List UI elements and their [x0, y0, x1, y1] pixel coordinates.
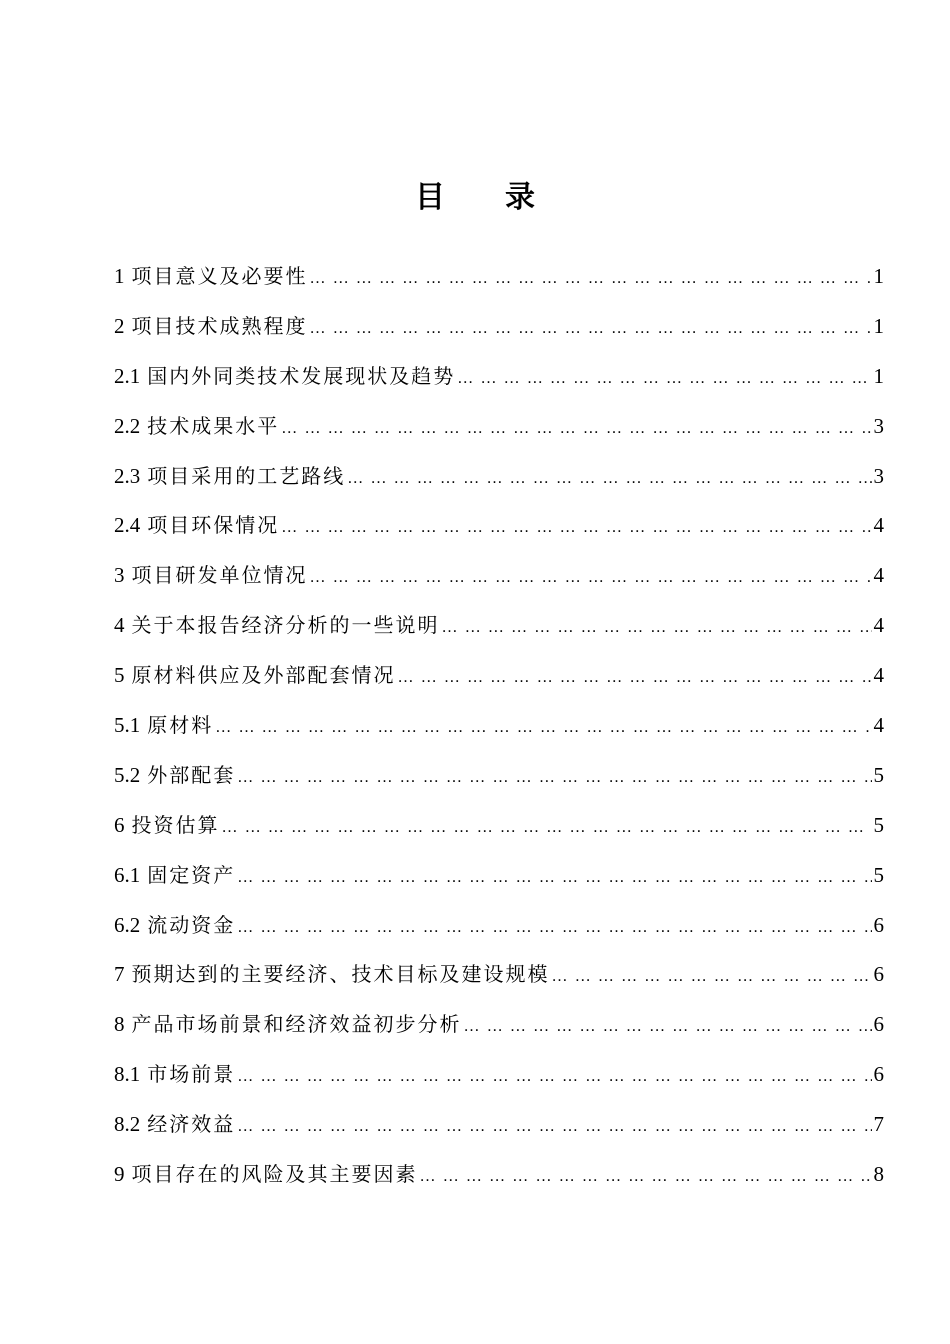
toc-entry[interactable] [114, 506, 884, 556]
toc-page-number: 6 [873, 962, 884, 987]
toc-title: 产品市场前景和经济效益初步分析 [131, 1012, 462, 1037]
toc-number: 8.2 [114, 1112, 141, 1137]
toc-title: 技术成果水平 [147, 413, 280, 438]
toc-number: 8 [114, 1012, 125, 1037]
toc-leader [222, 809, 872, 847]
toc-leader [215, 709, 871, 747]
toc-number: 6 [114, 812, 125, 837]
toc-number: 7 [114, 962, 125, 987]
toc-title: 预期达到的主要经济、技术目标及建设规模 [131, 962, 550, 987]
toc-entry[interactable] [114, 756, 884, 806]
toc-page-number: 4 [873, 663, 884, 688]
toc-entry[interactable] [114, 1105, 884, 1155]
toc-leader [310, 310, 872, 348]
toc-title: 国内外同类技术发展现状及趋势 [147, 363, 456, 388]
toc-page-number: 6 [873, 1012, 884, 1037]
toc-leader [281, 509, 871, 547]
table-of-contents [114, 257, 884, 1205]
toc-title: 固定资产 [147, 862, 236, 887]
toc-entry[interactable] [114, 606, 884, 656]
toc-number: 9 [114, 1162, 125, 1187]
toc-entry[interactable] [114, 955, 884, 1005]
toc-leader [464, 1008, 872, 1046]
toc-leader [237, 909, 871, 947]
toc-entry[interactable] [114, 906, 884, 956]
toc-page-number: 4 [873, 713, 884, 738]
toc-title: 项目意义及必要性 [131, 264, 308, 288]
toc-page-number: 5 [873, 812, 884, 837]
toc-page-number: 8 [873, 1162, 884, 1187]
toc-leader [420, 1158, 872, 1196]
toc-leader [310, 260, 872, 298]
toc-title: 项目采用的工艺路线 [147, 463, 346, 488]
toc-title: 项目存在的风险及其主要因素 [131, 1162, 418, 1187]
toc-page-number: 6 [873, 912, 884, 937]
toc-title: 外部配套 [147, 762, 236, 787]
toc-entry[interactable] [114, 307, 884, 357]
toc-number: 1 [114, 264, 125, 288]
toc-page-number: 4 [873, 563, 884, 588]
toc-entry[interactable] [114, 856, 884, 906]
toc-number: 2 [114, 313, 125, 338]
toc-page-number: 3 [873, 463, 884, 488]
toc-page-number: 4 [873, 513, 884, 538]
toc-page-number: 1 [873, 363, 884, 388]
toc-title: 投资估算 [131, 812, 220, 837]
toc-number: 5.1 [114, 713, 141, 738]
toc-title: 市场前景 [147, 1062, 236, 1087]
toc-entry[interactable] [114, 706, 884, 756]
toc-entry[interactable] [114, 656, 884, 706]
toc-leader [310, 559, 872, 597]
toc-leader [442, 609, 872, 647]
toc-entry[interactable] [114, 1055, 884, 1105]
toc-leader [237, 1058, 871, 1096]
toc-title: 流动资金 [147, 912, 236, 937]
toc-page-number: 4 [873, 613, 884, 638]
toc-page-number: 7 [873, 1112, 884, 1137]
toc-page-number: 5 [873, 862, 884, 887]
toc-title: 原材料供应及外部配套情况 [131, 663, 396, 688]
toc-leader [457, 360, 871, 398]
toc-number: 5.2 [114, 762, 141, 787]
toc-number: 6.1 [114, 862, 141, 887]
toc-leader [347, 460, 871, 498]
toc-entry[interactable] [114, 556, 884, 606]
toc-title: 项目技术成熟程度 [131, 313, 308, 338]
toc-number: 6.2 [114, 912, 141, 937]
toc-leader [552, 958, 872, 996]
toc-entry[interactable] [114, 357, 884, 407]
toc-number: 2.3 [114, 463, 141, 488]
toc-title: 项目环保情况 [147, 513, 280, 538]
toc-entry[interactable] [114, 407, 884, 457]
toc-leader [281, 410, 871, 448]
toc-page-number: 3 [873, 413, 884, 438]
toc-number: 3 [114, 563, 125, 588]
toc-number: 5 [114, 663, 125, 688]
toc-entry[interactable] [114, 806, 884, 856]
toc-title: 经济效益 [147, 1112, 236, 1137]
toc-number: 2.4 [114, 513, 141, 538]
toc-entry[interactable] [114, 1155, 884, 1205]
toc-page-number: 5 [873, 762, 884, 787]
toc-leader [398, 659, 872, 697]
toc-entry[interactable] [114, 1005, 884, 1055]
toc-number: 2.2 [114, 413, 141, 438]
toc-title: 原材料 [147, 713, 214, 738]
toc-leader [237, 1108, 871, 1146]
toc-number: 2.1 [114, 363, 141, 388]
toc-page-number: 1 [873, 264, 884, 288]
page-title: 目 录 [415, 180, 535, 216]
toc-entry[interactable] [114, 257, 884, 307]
toc-number: 8.1 [114, 1062, 141, 1087]
toc-leader [237, 759, 871, 797]
toc-page-number: 6 [873, 1062, 884, 1087]
toc-title: 关于本报告经济分析的一些说明 [131, 613, 440, 638]
toc-page-number: 1 [873, 313, 884, 338]
toc-title: 项目研发单位情况 [131, 563, 308, 588]
toc-entry[interactable] [114, 457, 884, 507]
toc-leader [237, 859, 871, 897]
toc-number: 4 [114, 613, 125, 638]
